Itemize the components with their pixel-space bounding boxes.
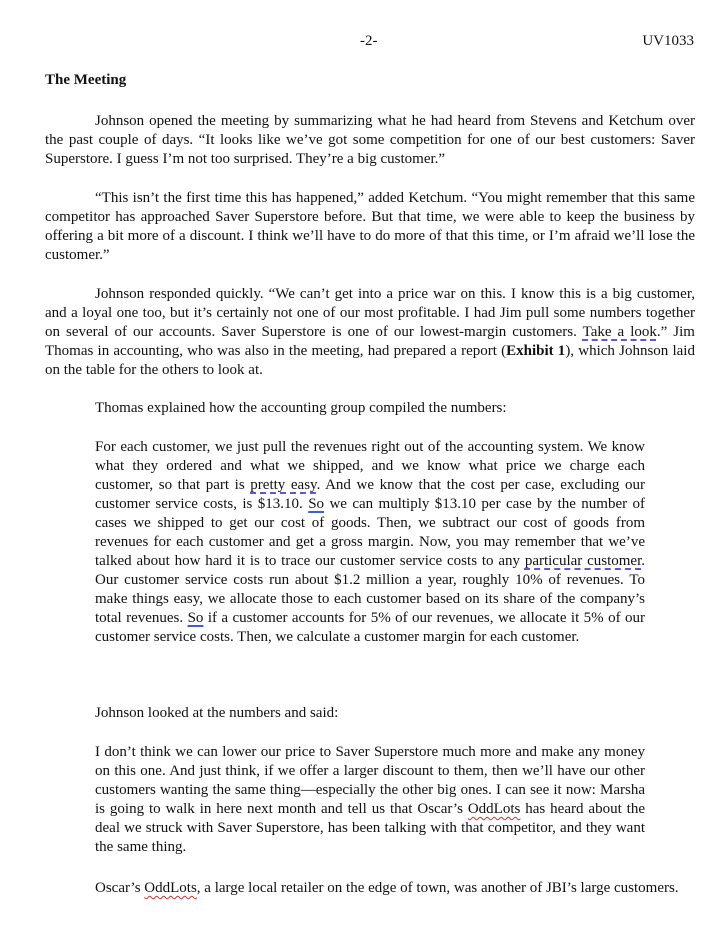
block-quote-thomas [95,438,645,647]
q2-text-a: I don’t think we can lower our price to Saver Superstore much more and make any money on this one. And just think, if we offer a larger discount to them, then we’ll have our other customers wanting the same thing—especially the other big ones. I can see it now: Marsha is going to walk in here next month and tell us that Oscar’s [95,744,645,817]
paragraph-6 [45,879,695,898]
p3-text-before: Johnson responded quickly. “We can’t get into a price war on this. I know this is a big customer, and a loyal one too, but it’s certainly not one of our most profitable. I had Jim pull some numbers together on several of our accounts. Saver Superstore is one of our lowest-margin customers. [45,286,695,340]
p6-text-b: , a large local retailer on the edge of town, was another of JBI’s large customers. [196,880,679,896]
q1-text-a: For each customer, we just pull the revenues right out of the accounting system. We know what they ordered and what we shipped, and we know what price we charge each customer, so that part is [95,439,645,493]
spelling-flag-oddlots-2[interactable]: OddLots [144,880,197,896]
paragraph-5: Johnson looked at the numbers and said: [95,705,339,721]
paragraph-4: Thomas explained how the accounting group compiled the numbers: [95,400,507,416]
grammar-flag-particular-customer[interactable]: particular customer [524,553,642,569]
q1-text-d: . Our customer service costs run about $1.2 million a year, roughly 10% of revenues. To make things easy, we allocate those to each customer based on its share of the company’s total revenues. [95,553,645,626]
q1-text-e: if a customer accounts for 5% of our revenues, we allocate it 5% of our customer service costs. Then, we calculate a customer margin for each customer. [95,610,645,645]
grammar-flag-take-a-look[interactable]: Take a look [582,324,657,340]
grammar-flag-pretty-easy[interactable]: pretty easy [250,477,317,493]
p3-text-after: ), which Johnson laid on the table for the others to look at. [45,343,695,378]
p6-text-a: Oscar’s [95,880,145,896]
case-id: UV1033 [642,33,694,49]
q2-text-b: has heard about the deal we struck with Saver Superstore, has been talking with that competitor, and they want the same thing. [95,801,645,855]
exhibit-reference: Exhibit 1 [506,343,566,359]
paragraph-2: “This isn’t the first time this has happened,” added Ketchum. “You might remember that this same competitor has approached Saver Superstore before. But that time, we were able to keep the business by offering a bit more of a discount. I think we’ll have to do more of that this time, or I’m afraid we’ll lose the customer.” [45,190,695,263]
page-number: -2- [360,33,378,49]
page-header [0,33,728,53]
style-flag-so-1[interactable]: So [308,496,325,512]
q1-text-b: . And we know that the cost per case, excluding our customer service costs, is $13.10. [95,477,646,512]
p3-text-middle: .” Jim Thomas in accounting, who was also in the meeting, had prepared a report ( [45,324,695,359]
q1-text-c: we can multiply $13.10 per case by the number of cases we shipped to get our cost of goods. Then, we subtract our cost of goods from revenues for each customer and get a gross margin. Now, you may remember that we’ve talked about how hard it is to trace our customer service costs to any [95,496,646,569]
style-flag-so-2[interactable]: So [187,610,204,626]
section-title: The Meeting [45,72,127,88]
block-quote-johnson [95,743,645,857]
paragraph-3 [45,285,695,380]
paragraph-1: Johnson opened the meeting by summarizing what he had heard from Stevens and Ketchum over the past couple of days. “It looks like we’ve got some competition for one of our best customers: Saver Superstore. I guess I’m not too surprised. They’re a big customer.” [45,113,695,167]
spelling-flag-oddlots-1[interactable]: OddLots [467,801,521,817]
